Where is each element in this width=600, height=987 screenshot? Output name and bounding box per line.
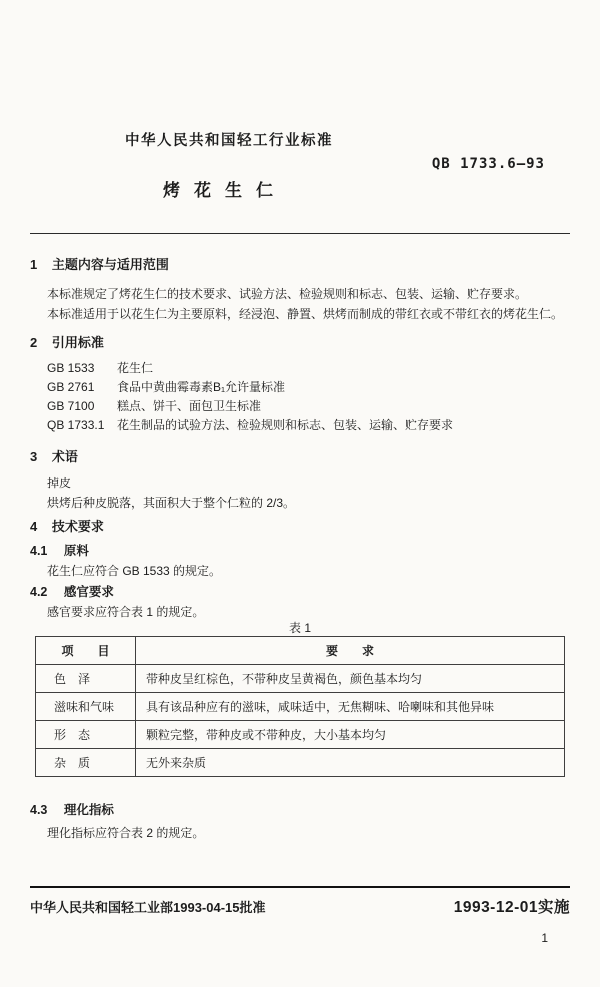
section-4-heading [30,519,570,534]
table1 [35,636,565,777]
term: 掉皮 [47,476,72,490]
subsection-4-1-text: 花生仁应符合 GB 1533 的规定。 [47,564,222,578]
table1-caption: 表 1 [288,621,311,635]
requirement-cell: 颗粒完整，带种皮或不带种皮，大小基本均匀 [136,721,565,749]
section-1-paragraph-1: 本标准规定了烤花生仁的技术要求、试验方法、检验规则和标志、包装、运输、贮存要求。 [47,287,528,301]
subsection-4-2-heading [30,585,570,600]
standard-code: QB 1733.6—93 [431,156,545,172]
subsection-4-1-heading [30,544,570,559]
table-row [36,749,565,777]
subsection-4-2-number: 4.2 [30,585,48,599]
subsection-4-3-number: 4.3 [30,803,48,817]
section-1-heading [30,257,570,272]
table-row [36,665,565,693]
section-4-number: 4 [30,519,38,534]
reference-title: 花生制品的试验方法、检验规则和标志、包装、运输、贮存要求 [117,418,454,432]
item-cell: 形 态 [36,721,136,749]
subsection-4-3-text: 理化指标应符合表 2 的规定。 [47,826,205,840]
page-number: 1 [541,931,548,945]
reference-title: 糕点、饼干、面包卫生标准 [117,399,262,413]
subsection-4-3-heading [30,803,570,818]
section-3-title: 术语 [51,449,78,464]
reference-code: GB 7100 [47,399,95,413]
document-title: 烤花生仁 [163,181,287,200]
section-1-title: 主题内容与适用范围 [51,257,169,272]
subsection-4-1-title: 原料 [63,544,89,558]
reference-code: GB 1533 [47,361,95,375]
subsection-4-2-text: 感官要求应符合表 1 的规定。 [47,605,205,619]
header-divider [30,233,570,234]
reference-title: 花生仁 [117,361,154,375]
section-2-title: 引用标准 [51,335,104,350]
section-2-heading [30,335,570,350]
reference-code: QB 1733.1 [47,418,105,432]
item-cell: 杂 质 [36,749,136,777]
section-4-title: 技术要求 [51,519,104,534]
section-3-heading [30,449,570,464]
section-1-number: 1 [30,257,38,272]
standard-org-line: 中华人民共和国轻工行业标准 [125,133,333,149]
reference-item [47,378,570,397]
table-header-row [36,637,565,665]
item-cell: 滋味和气味 [36,693,136,721]
section-2-number: 2 [30,335,38,350]
subsection-4-3-title: 理化指标 [63,803,114,817]
footer-divider [30,886,570,888]
term-definition: 烘烤后种皮脱落，其面积大于整个仁粒的 2/3。 [47,496,296,510]
section-1-paragraph-2: 本标准适用于以花生仁为主要原料，经浸泡、静置、烘烤而制成的带红衣或不带红衣的烤花生仁。 [47,307,564,321]
subsection-4-2-title: 感官要求 [63,585,114,599]
approval-text: 中华人民共和国轻工业部1993-04-15批准 [30,900,266,915]
table-row [36,693,565,721]
column-header-requirement: 要 求 [136,637,565,665]
section-3-number: 3 [30,449,38,464]
reference-code: GB 2761 [47,380,95,394]
reference-item [47,416,570,435]
table-row [36,721,565,749]
item-cell: 色 泽 [36,665,136,693]
column-header-item: 项 目 [36,637,136,665]
reference-list [30,359,570,435]
subsection-4-1-number: 4.1 [30,544,48,558]
requirement-cell: 具有该品种应有的滋味，咸味适中，无焦糊味、哈喇味和其他异味 [136,693,565,721]
reference-item [47,359,570,378]
footer [30,895,570,917]
requirement-cell: 带种皮呈红棕色，不带种皮呈黄褐色，颜色基本均匀 [136,665,565,693]
implementation-date: 1993-12-01实施 [453,899,570,916]
reference-title: 食品中黄曲霉毒素B₁允许量标准 [117,380,286,394]
reference-item [47,397,570,416]
requirement-cell: 无外来杂质 [136,749,565,777]
